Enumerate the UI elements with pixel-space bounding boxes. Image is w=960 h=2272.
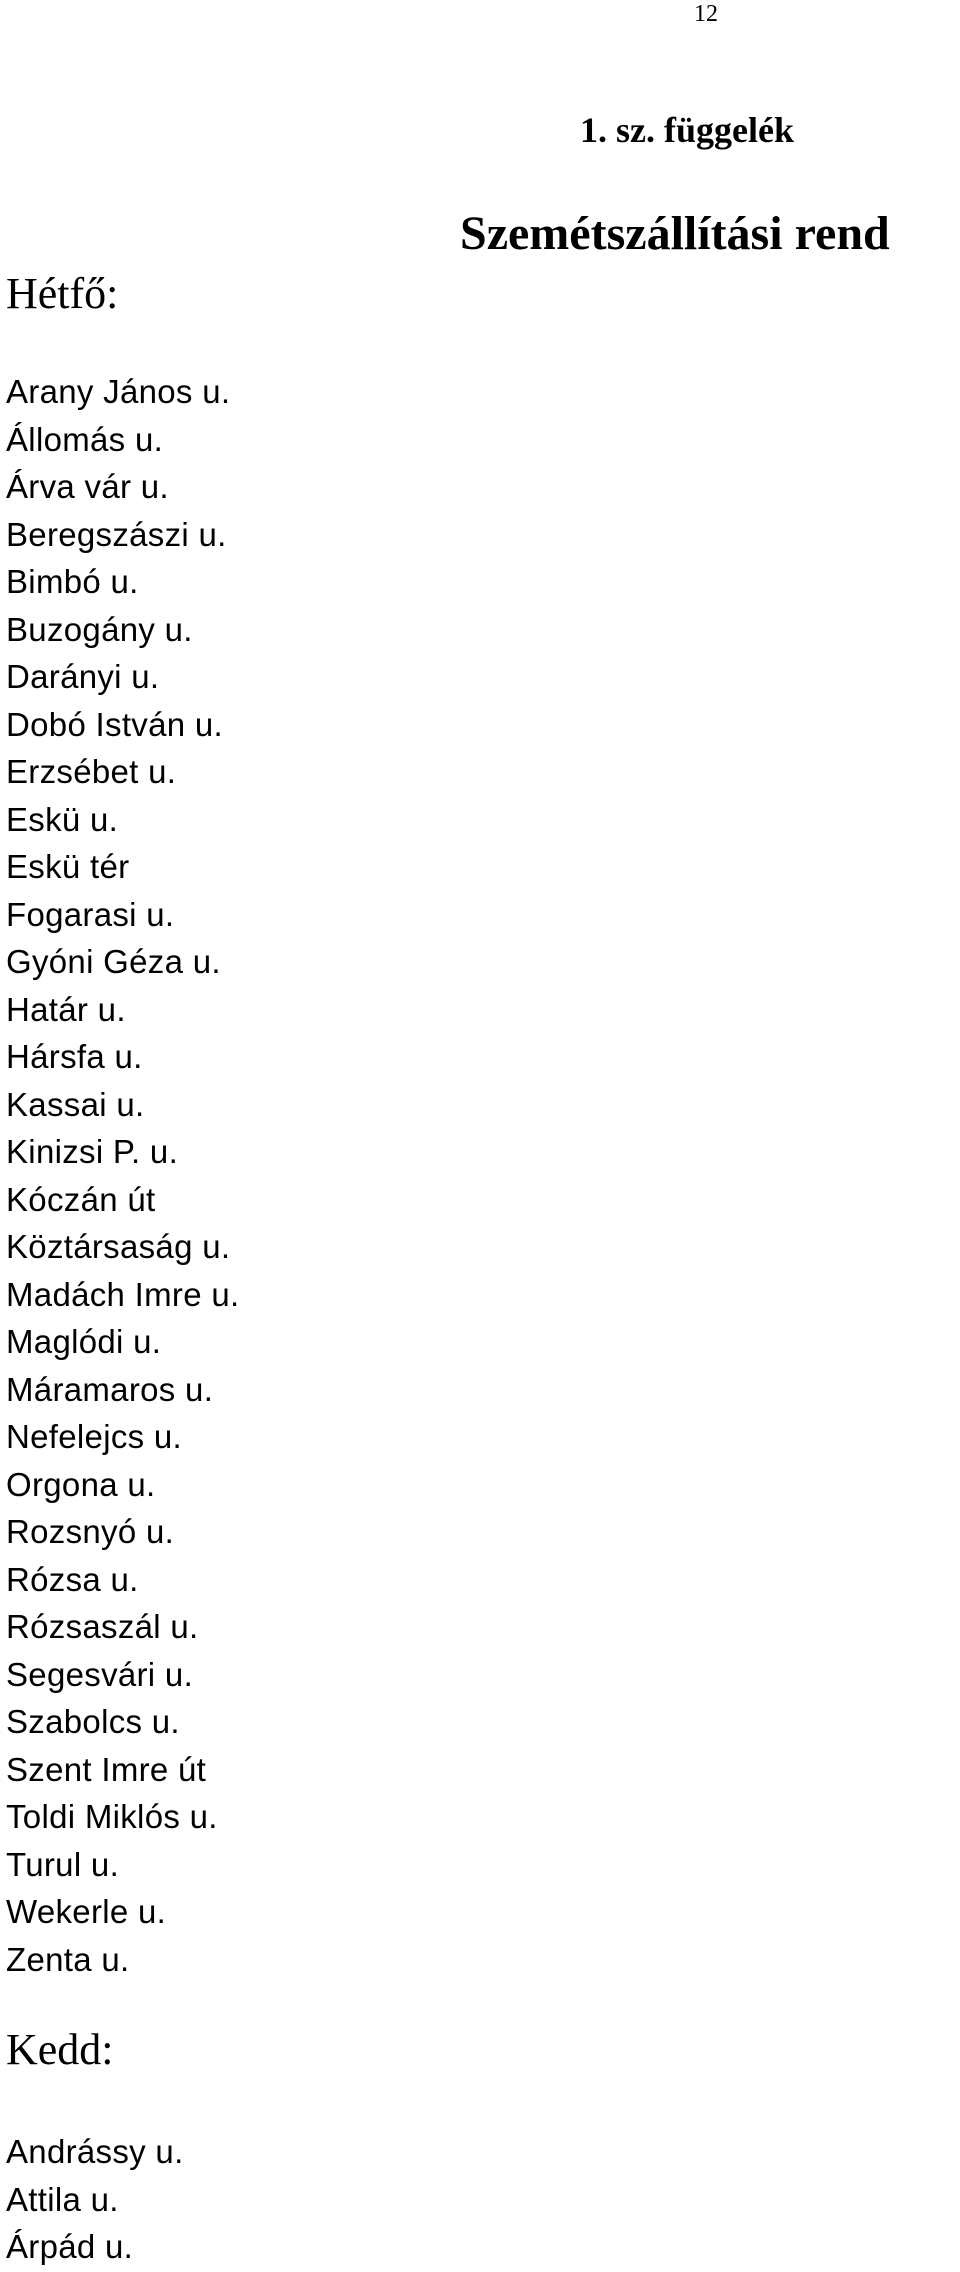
document-title: Szemétszállítási rend <box>460 207 890 260</box>
street-list-tuesday <box>6 2128 184 2271</box>
street-item: Turul u. <box>6 1845 120 1883</box>
appendix-label: 1. sz. függelék <box>580 110 794 150</box>
street-item: Gyóni Géza u. <box>6 943 221 980</box>
street-item: Wekerle u. <box>6 1893 167 1930</box>
street-item: Állomás u. <box>6 420 164 458</box>
street-item: Fogarasi u. <box>6 895 175 933</box>
street-item: Dobó István u. <box>6 705 223 743</box>
street-item: Rozsnyó u. <box>6 1513 175 1550</box>
street-item: Eskü tér <box>6 848 130 885</box>
street-item: Zenta u. <box>6 1940 130 1978</box>
page-number: 12 <box>694 1 718 27</box>
street-item: Eskü u. <box>6 800 119 838</box>
street-item: Kassai u. <box>6 1085 145 1123</box>
street-item: Segesvári u. <box>6 1655 194 1693</box>
day-heading-monday: Hétfő: <box>6 269 119 318</box>
street-item: Darányi u. <box>6 658 160 695</box>
street-item: Máramaros u. <box>6 1370 214 1408</box>
street-item: Beregszászi u. <box>6 515 227 553</box>
street-item: Toldi Miklós u. <box>6 1798 218 1835</box>
street-item: Kinizsi P. u. <box>6 1133 179 1170</box>
street-item: Bimbó u. <box>6 563 139 600</box>
street-item: Orgona u. <box>6 1465 156 1503</box>
street-item: Rózsa u. <box>6 1560 139 1598</box>
street-item: Madách Imre u. <box>6 1275 240 1313</box>
street-item: Nefelejcs u. <box>6 1418 183 1455</box>
day-heading-tuesday: Kedd: <box>6 2025 114 2074</box>
street-item: Hársfa u. <box>6 1038 143 1075</box>
street-item: Árva vár u. <box>6 468 169 505</box>
street-item: Andrássy u. <box>6 2133 184 2170</box>
street-item: Határ u. <box>6 990 126 1028</box>
street-list-monday <box>6 368 239 1983</box>
street-item: Maglódi u. <box>6 1323 162 1360</box>
street-item: Rózsaszál u. <box>6 1608 199 1645</box>
street-item: Kóczán út <box>6 1180 156 1218</box>
street-item: Attila u. <box>6 2180 119 2218</box>
street-item: Árpád u. <box>6 2228 134 2265</box>
street-item: Szabolcs u. <box>6 1703 180 1740</box>
street-item: Köztársaság u. <box>6 1228 231 1265</box>
street-item: Arany János u. <box>6 373 231 410</box>
street-item: Erzsébet u. <box>6 753 177 790</box>
street-item: Buzogány u. <box>6 610 193 648</box>
street-item: Szent Imre út <box>6 1750 207 1788</box>
